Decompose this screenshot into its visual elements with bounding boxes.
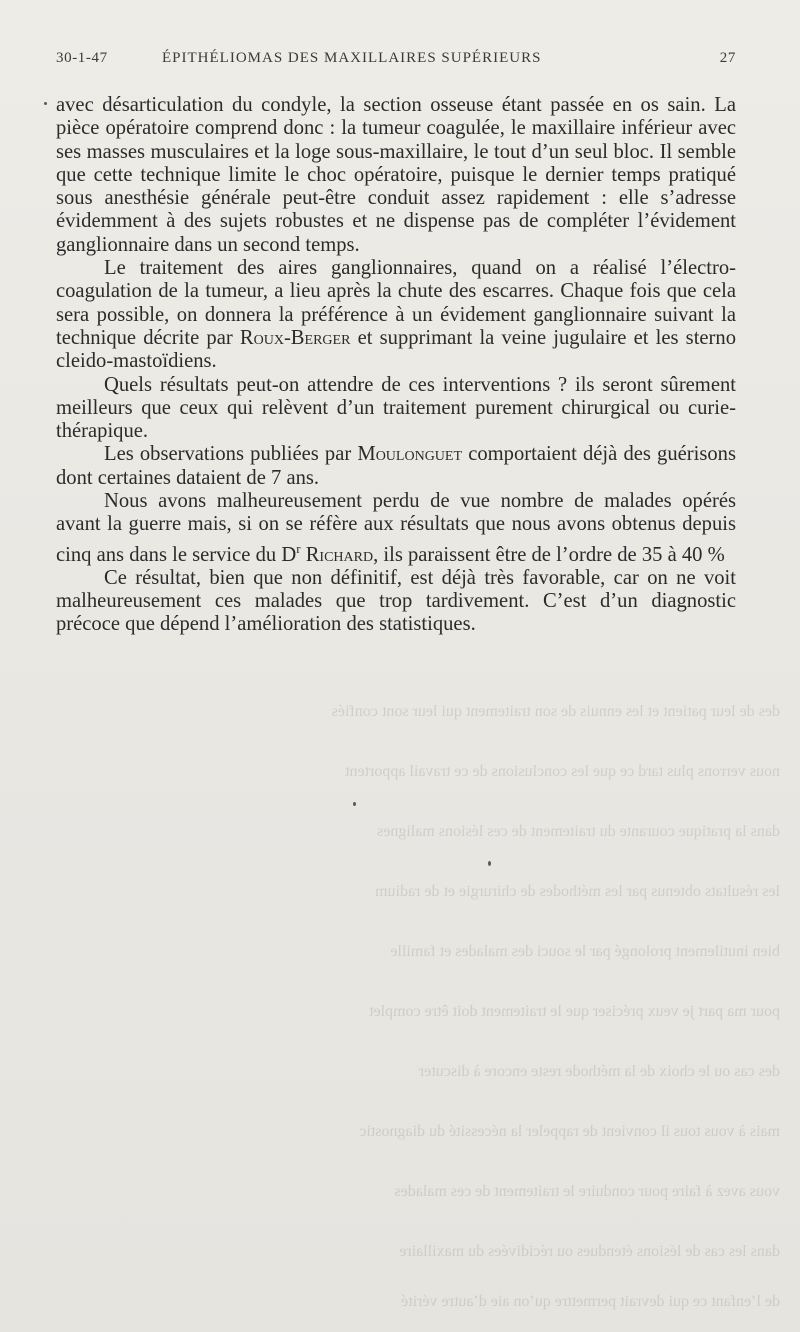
paragraph-text: comportaient déjà des guérisons dont certaines dataient de 7 ans.: [56, 443, 736, 489]
paragraph: Ce résultat, bien que non définitif, est déjà très favorable, car on ne voit malheureusement ces malades que trop tardivement. C’est d’un diagnostic précoce que dépend l’amélioration des statistiques.: [56, 566, 736, 636]
paragraph-text: Les observations publiées par: [104, 443, 358, 466]
paragraph: avec désarticulation du condyle, la section osseuse étant passée en os sain. La pièce opératoire comprend donc : la tumeur coagulée, le maxillaire inférieur avec ses masses musculaires et la loge sous-maxillaire, le tout d’un seul bloc. Il semble que cette technique limite le choc opératoire, puisque le dernier temps pratiqué sous anesthésie générale peut-être conduit assez rapidement : elle s’adresse évidemment à des sujets robustes et ne dispense pas de compléter l’évidement ganglionnaire dans un second temps.: [56, 94, 736, 256]
header-title: ÉPITHÉLIOMAS DES MAXILLAIRES SUPÉRIEURS: [162, 50, 542, 66]
paragraph-text: , ils paraissent être de l’ordre de 35 à 40 %: [373, 543, 725, 566]
author-name: Roux-Berger: [239, 326, 351, 349]
paragraph-text: Le traitement des aires ganglionnaires, quand on a réalisé l’électro-coagulation de la tumeur, a lieu après la chute des escarres. Chaque fois que cela sera possible, on donnera la préférence à un évidement ganglionnaire suivant la technique décrite par: [56, 257, 736, 349]
superscript: r: [296, 540, 301, 556]
ink-speck: [488, 861, 491, 866]
paragraph: [56, 257, 736, 373]
paragraph: Quels résultats peut-on attendre de ces interventions ? ils seront sûrement meilleurs que ceux qui relèvent d’un traitement purement chirurgical ou curie-thérapique.: [56, 373, 736, 443]
page-number: 27: [719, 50, 736, 66]
running-header: [56, 50, 736, 72]
document-page: des de leur patient et les ennuis de son traitement qui leur sont confiés nous verrons plus tard ce que les conclusions de ce travail apportent dans la pratique courante du traitement de ces lésions malignes les résultats obtenus par les méthodes de chirurgie et de radium bien inutilement prolongé par le souci des malades et famille pour ma part je veux préciser que le traitement doit être complet des cas ou le choix de la méthode reste encore à discuter mais à vous tous il convient de rappeler la nécessité du diagnostic vous avez à faire pour conduire le traitement de ces malades dans les cas de lésions étendues ou récidivées du maxillaire de l’enfant ce qui devrait permettre qu’on aie d’autre vérité 30-1-47 ÉPITHÉLIOMAS DES MAXILLAIRES SUPÉRIEURS 27 avec désarticulation du condyle, la section osseuse étant passée en os sain. La pièce opératoire comprend donc : la tumeur coagulée, le maxillaire inférieur avec ses masses musculaires et la loge sous-maxillaire, le tout d’un seul bloc. Il semble que cette technique limite le choc opératoire, puisque le dernier temps pratiqué sous anesthésie générale peut-être conduit assez rapidement : elle s’adresse évidemment à des sujets robustes et ne dispense pas de compléter l’évidement ganglionnaire dans un second temps. Le traitement des aires ganglionnaires, quand on a réalisé l’électro-coagulation de la tumeur, a lieu après la chute des escarres. Chaque fois que cela sera possible, on donnera la préférence à un évidement ganglionnaire suivant la technique décrite par Roux-Berger et supprimant la veine jugulaire et les sterno cleido-mastoïdiens. Quels résultats peut-on attendre de ces interventions ? ils seront sûrement meilleurs que ceux qui relèvent d’un traitement purement chirurgical ou curie-thérapique. Les observations publiées par Moulonguet comportaient déjà des guérisons dont certaines dataient de 7 ans. Nous avons malheureusement perdu de vue nombre de malades opérés avant la guerre mais, si on se réfère aux résultats que nous avons obtenus depuis cinq ans dans le service du $D^r$ Richard, ils paraissent être de l’ordre de 35 à 40 % Ce résultat, bien que non définitif, est déjà très favorable, car on ne voit malheureusement ces malades que trop tardivement. C’est d’un diagnostic précoce que dépend l’amélioration des statistiques.: [0, 0, 800, 1332]
ink-speck: [44, 102, 47, 105]
paragraph-text: Nous avons malheureusement perdu de vue nombre de malades opérés avant la guerre mais, si on se réfère aux résultats que nous avons obtenus depuis cinq ans dans le service du D: [56, 490, 736, 566]
paragraph: [56, 443, 736, 490]
paragraph-text: et supprimant la veine jugulaire et les sterno cleido-mastoïdiens.: [56, 326, 737, 373]
body-text: [56, 94, 736, 637]
ink-speck: [353, 802, 356, 806]
author-name: Richard: [305, 543, 374, 566]
header-date: 30-1-47: [56, 50, 108, 66]
paragraph: [56, 490, 736, 567]
author-name: Moulonguet: [357, 443, 463, 466]
